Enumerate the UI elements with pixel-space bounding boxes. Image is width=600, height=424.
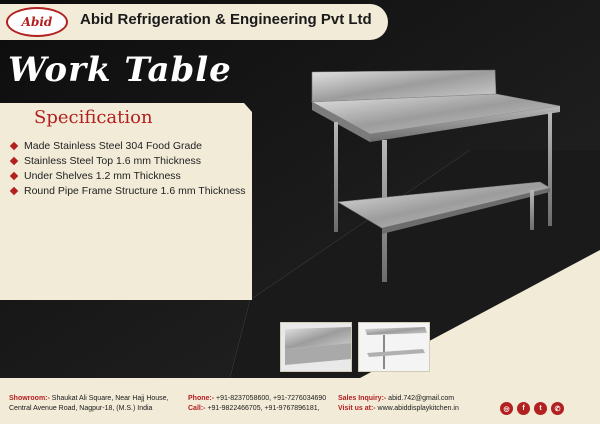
instagram-icon[interactable]: ◎ bbox=[500, 402, 513, 415]
website-link[interactable]: www.abiddisplaykitchen.in bbox=[375, 405, 459, 412]
spec-item: Made Stainless Steel 304 Food Grade bbox=[8, 138, 246, 153]
logo-text: Abid bbox=[21, 15, 53, 29]
diamond-bullet-icon bbox=[10, 156, 18, 164]
sales-inquiry-line: Sales Inquiry:- abid.742@gmail.com bbox=[338, 395, 455, 402]
company-logo bbox=[6, 7, 68, 37]
showroom-line-2: Central Avenue Road, Nagpur-18, (M.S.) India bbox=[9, 405, 153, 412]
work-table-image bbox=[300, 62, 570, 294]
diamond-bullet-icon bbox=[10, 141, 18, 149]
thumbnail-table-corner[interactable] bbox=[358, 322, 430, 372]
call-line: Call:- +91-9822466705, +91-9767896181, bbox=[188, 405, 320, 412]
page-title: Work Table bbox=[8, 50, 232, 90]
sales-email-link[interactable]: abid.742@gmail.com bbox=[386, 395, 455, 402]
facebook-icon[interactable]: f bbox=[517, 402, 530, 415]
specification-heading: Specification bbox=[34, 107, 153, 128]
showroom-line-1: Showroom:- Shaukat Ali Square, Near Hajj House, bbox=[9, 395, 169, 402]
social-icons bbox=[500, 402, 564, 415]
spec-item: Stainless Steel Top 1.6 mm Thickness bbox=[8, 153, 246, 168]
diamond-bullet-icon bbox=[10, 171, 18, 179]
diamond-bullet-icon bbox=[10, 186, 18, 194]
twitter-icon[interactable]: t bbox=[534, 402, 547, 415]
website-line: Visit us at:- www.abiddisplaykitchen.in bbox=[338, 405, 459, 412]
phone-line: Phone:- +91-8237058600, +91-7276034690 bbox=[188, 395, 327, 402]
specification-list bbox=[8, 138, 246, 198]
whatsapp-icon[interactable]: ✆ bbox=[551, 402, 564, 415]
spec-item: Under Shelves 1.2 mm Thickness bbox=[8, 168, 246, 183]
thumbnail-backsplash[interactable] bbox=[280, 322, 352, 372]
company-name: Abid Refrigeration & Engineering Pvt Ltd bbox=[80, 11, 372, 28]
spec-item: Round Pipe Frame Structure 1.6 mm Thickness bbox=[8, 183, 246, 198]
